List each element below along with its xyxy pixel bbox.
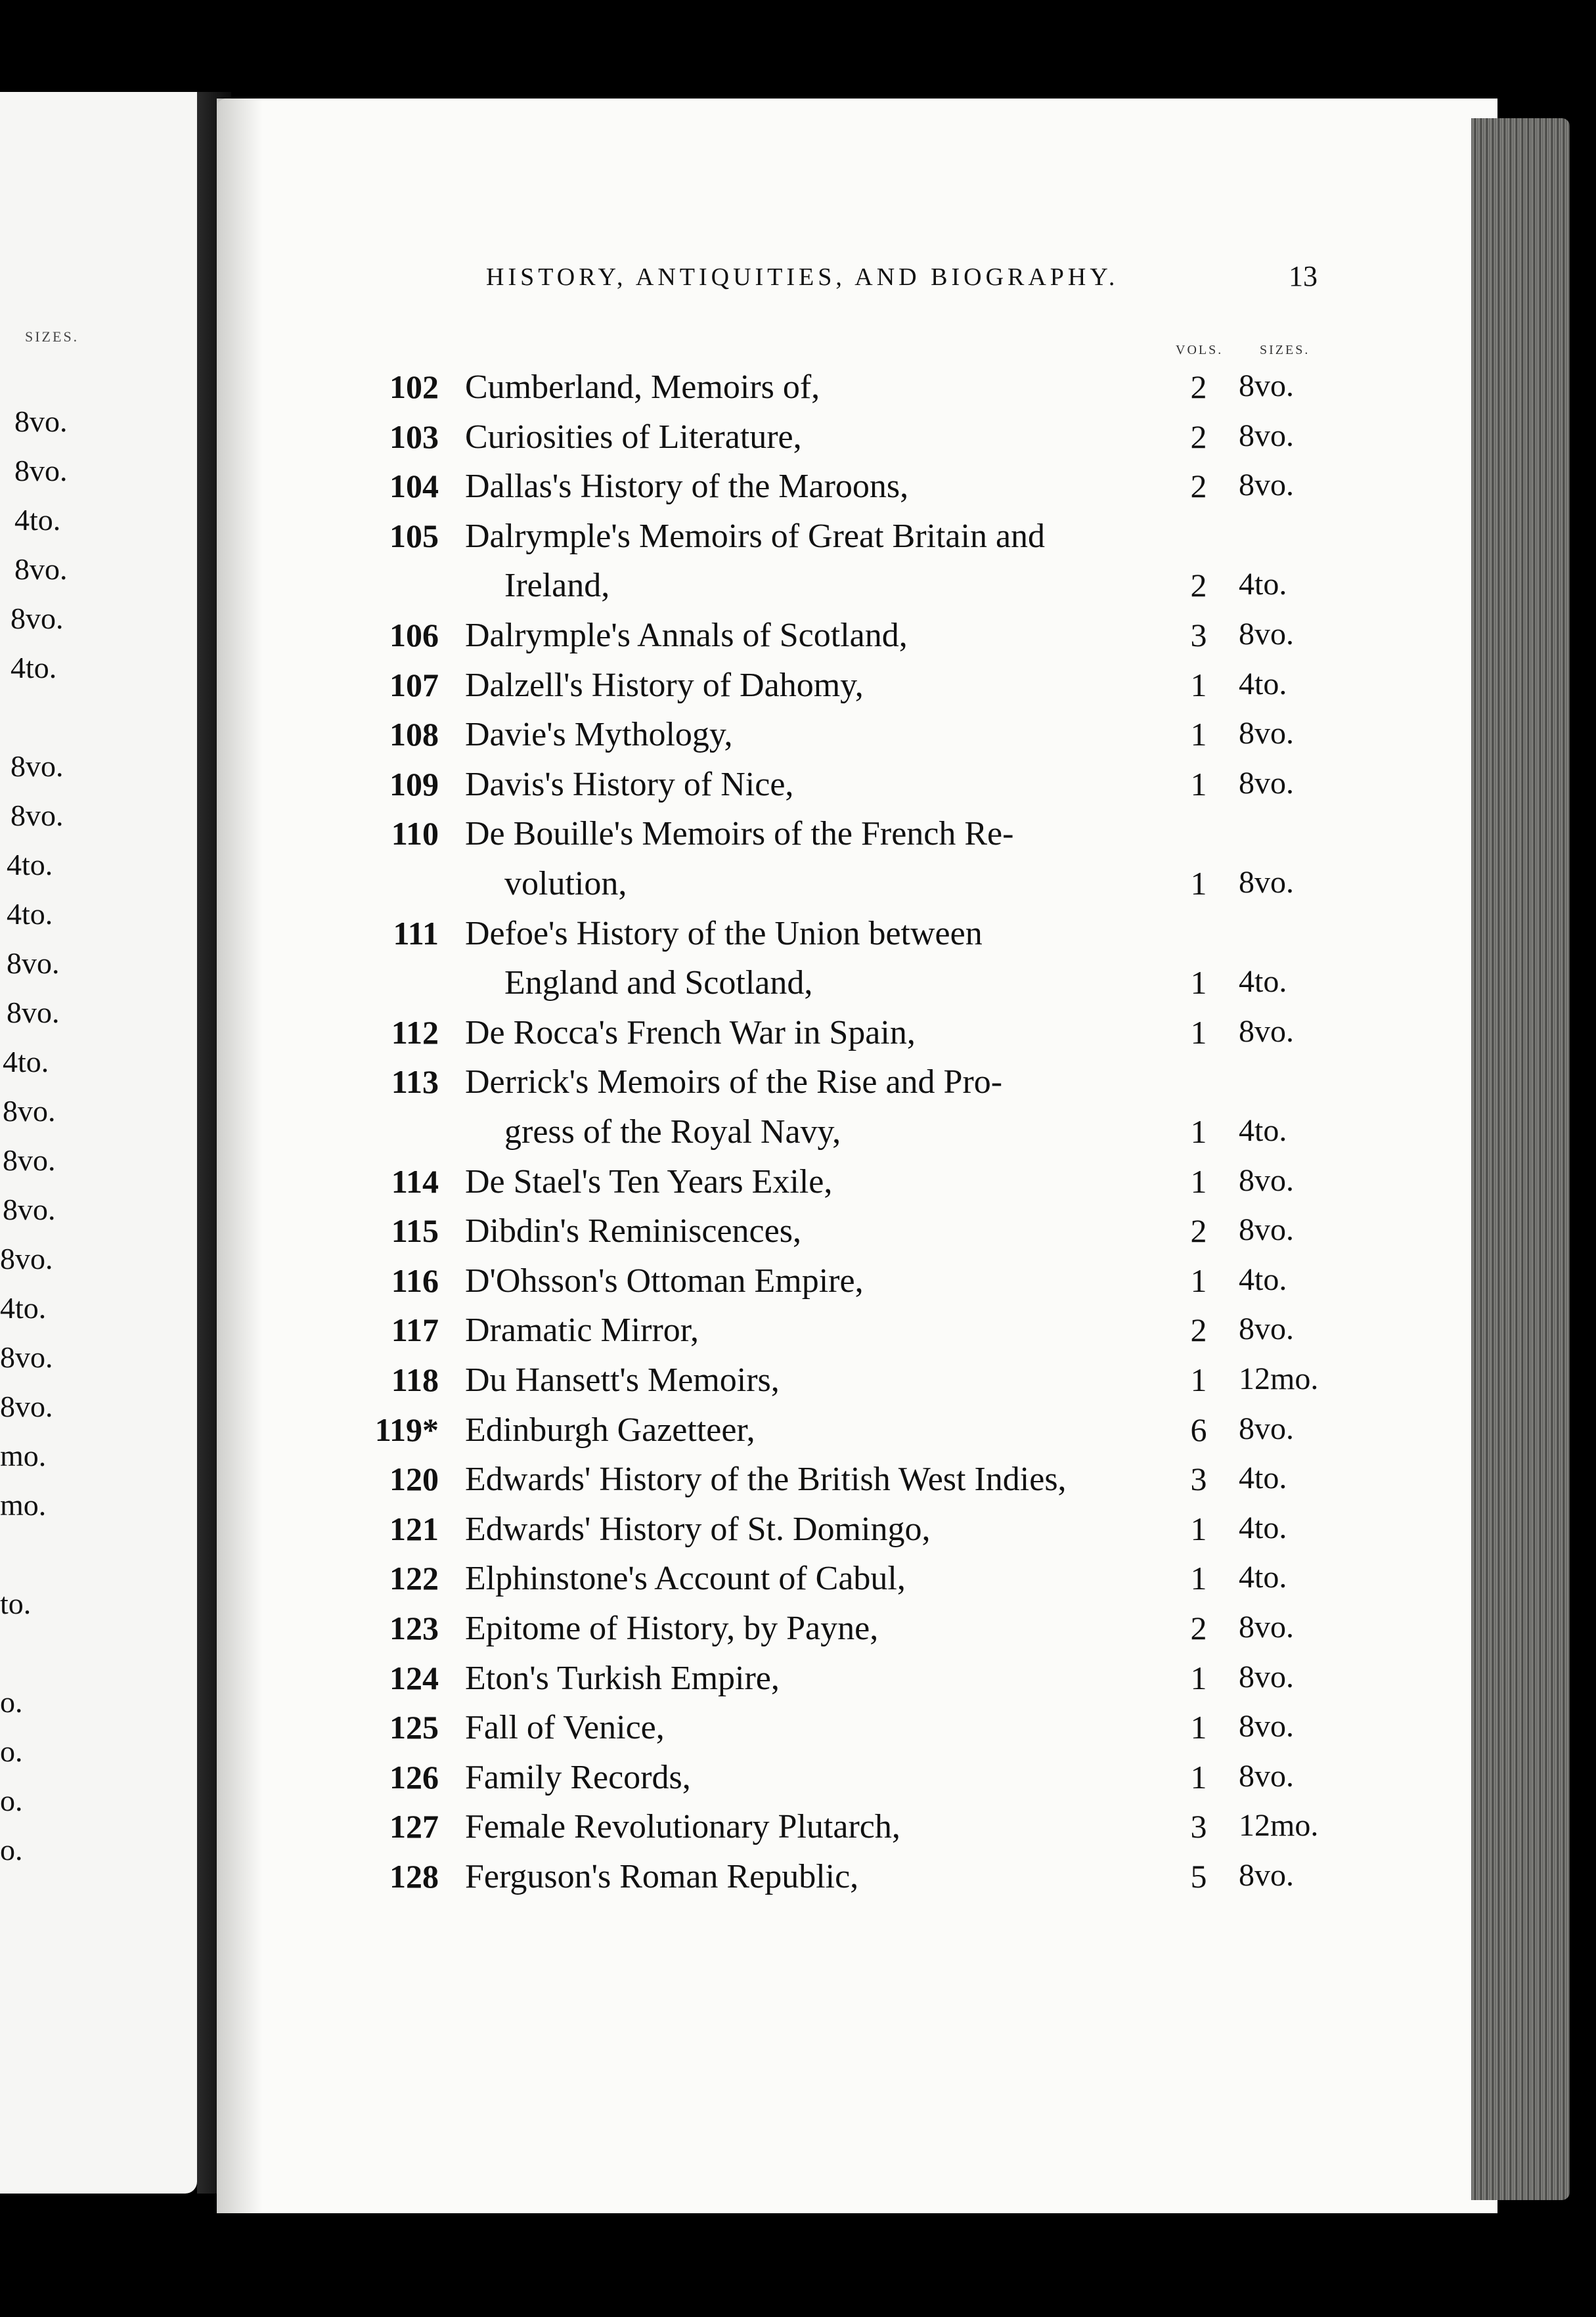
entry-number: 118 xyxy=(391,1361,439,1398)
previous-page-sizes-heading: SIZES. xyxy=(25,328,79,345)
entry-volumes: 3 xyxy=(1190,1808,1207,1845)
entry-volumes: 1 xyxy=(1190,1162,1207,1200)
entry-number: 125 xyxy=(389,1709,439,1746)
entry-volumes: 1 xyxy=(1190,964,1207,1002)
entry-size: 4to. xyxy=(1239,1560,1287,1595)
entry-number: 122 xyxy=(389,1560,439,1597)
entry-number: 115 xyxy=(391,1212,439,1250)
entry-number: 108 xyxy=(389,716,439,753)
entry-size: 8vo. xyxy=(1239,1312,1294,1347)
entry-number: 116 xyxy=(391,1262,439,1299)
entry-title-line: De Stael's Ten Years Exile, xyxy=(465,1162,833,1201)
previous-page-size: 4to. xyxy=(0,1291,47,1325)
entry-number: 121 xyxy=(389,1510,439,1547)
entry-volumes: 1 xyxy=(1190,666,1207,703)
catalogue-page xyxy=(217,99,1497,2213)
previous-page-size: 4to. xyxy=(14,503,61,537)
previous-page-size: 8vo. xyxy=(3,1193,56,1226)
previous-page-size: 8vo. xyxy=(14,454,68,487)
entry-size: 12mo. xyxy=(1239,1361,1319,1396)
entry-size: 8vo. xyxy=(1239,1162,1294,1198)
entry-volumes: 1 xyxy=(1190,865,1207,902)
previous-page-size: o. xyxy=(0,1685,23,1719)
entry-title-line: Derrick's Memoirs of the Rise and Pro- xyxy=(465,1063,1003,1101)
entry-size: 8vo. xyxy=(1239,1858,1294,1893)
entry-number: 112 xyxy=(391,1013,439,1051)
entry-number: 119* xyxy=(374,1411,439,1448)
previous-page-size: 8vo. xyxy=(11,602,64,635)
entry-title-line: De Bouille's Memoirs of the French Re- xyxy=(465,815,1014,853)
entry-number: 102 xyxy=(389,368,439,405)
entry-volumes: 2 xyxy=(1190,1610,1207,1646)
entry-title-line: Dalrymple's Annals of Scotland, xyxy=(465,617,908,654)
entry-volumes: 2 xyxy=(1190,1212,1207,1250)
entry-number: 117 xyxy=(391,1312,439,1349)
entry-volumes: 2 xyxy=(1190,418,1207,455)
entry-size: 8vo. xyxy=(1239,1411,1294,1446)
previous-page-size: 4to. xyxy=(7,848,53,881)
entry-size: 4to. xyxy=(1239,1113,1287,1148)
previous-page-size: o. xyxy=(0,1833,23,1866)
entry-title-line: Dalrymple's Memoirs of Great Britain and xyxy=(465,517,1046,555)
entry-title-line: Dramatic Mirror, xyxy=(465,1312,699,1350)
entry-number: 123 xyxy=(389,1610,439,1646)
page-edges xyxy=(1471,118,1570,2200)
entry-title-line: Dibdin's Reminiscences, xyxy=(465,1212,801,1250)
entry-volumes: 3 xyxy=(1190,1461,1207,1498)
entry-title-line: Ireland, xyxy=(504,567,610,605)
entry-volumes: 6 xyxy=(1190,1411,1207,1448)
entry-number: 111 xyxy=(393,914,439,952)
entry-number: 126 xyxy=(389,1758,439,1796)
entry-volumes: 1 xyxy=(1190,1013,1207,1051)
entry-volumes: 2 xyxy=(1190,1312,1207,1349)
entry-volumes: 1 xyxy=(1190,1758,1207,1796)
entry-volumes: 1 xyxy=(1190,1113,1207,1150)
entry-volumes: 1 xyxy=(1190,1262,1207,1299)
vols-column-heading: VOLS. xyxy=(1176,343,1224,357)
entry-volumes: 2 xyxy=(1190,567,1207,604)
previous-page-size: o. xyxy=(0,1734,23,1768)
page-number: 13 xyxy=(1289,260,1318,292)
previous-page-size: 8vo. xyxy=(3,1094,56,1128)
entry-volumes: 5 xyxy=(1190,1858,1207,1895)
entry-number: 106 xyxy=(389,617,439,653)
page-curl-shadow xyxy=(217,99,263,2213)
entry-size: 8vo. xyxy=(1239,765,1294,801)
entry-title-line: Elphinstone's Account of Cabul, xyxy=(465,1560,906,1598)
entry-number: 104 xyxy=(389,468,439,505)
entry-volumes: 2 xyxy=(1190,368,1207,405)
entry-size: 4to. xyxy=(1239,1510,1287,1545)
entry-volumes: 1 xyxy=(1190,1560,1207,1597)
entry-title-line: Cumberland, Memoirs of, xyxy=(465,368,820,406)
previous-page-size: 8vo. xyxy=(7,946,60,980)
entry-size: 8vo. xyxy=(1239,1709,1294,1744)
entry-number: 105 xyxy=(389,517,439,554)
entry-title-line: Edinburgh Gazetteer, xyxy=(465,1411,755,1449)
entry-volumes: 1 xyxy=(1190,1361,1207,1398)
entry-size: 8vo. xyxy=(1239,1758,1294,1794)
entry-size: 4to. xyxy=(1239,567,1287,602)
entry-title-line: gress of the Royal Navy, xyxy=(504,1113,841,1151)
entry-title-line: Ferguson's Roman Republic, xyxy=(465,1858,859,1895)
entry-number: 124 xyxy=(389,1659,439,1696)
entry-volumes: 1 xyxy=(1190,1659,1207,1696)
entry-number: 127 xyxy=(389,1808,439,1845)
entry-title-line: Defoe's History of the Union between xyxy=(465,914,983,952)
previous-page-size: 8vo. xyxy=(7,996,60,1029)
entry-title-line: Edwards' History of the British West Indies, xyxy=(465,1461,1067,1499)
entry-size: 8vo. xyxy=(1239,617,1294,651)
previous-page-size: 8vo. xyxy=(11,799,64,832)
entry-size: 4to. xyxy=(1239,1262,1287,1297)
previous-page-size: 8vo. xyxy=(11,749,64,783)
previous-page-size: 8vo. xyxy=(0,1242,53,1275)
previous-page-size: mo. xyxy=(0,1439,47,1472)
entry-volumes: 1 xyxy=(1190,1510,1207,1547)
previous-page-size: 8vo. xyxy=(14,405,68,438)
entry-size: 8vo. xyxy=(1239,716,1294,751)
previous-page-size: 8vo. xyxy=(0,1390,53,1423)
entry-title-line: Epitome of History, by Payne, xyxy=(465,1610,879,1647)
previous-page-size: 4to. xyxy=(3,1045,49,1078)
entry-size: 8vo. xyxy=(1239,368,1294,403)
running-head: HISTORY, ANTIQUITIES, AND BIOGRAPHY. xyxy=(486,263,1119,291)
entry-number: 128 xyxy=(389,1858,439,1895)
entry-title-line: Curiosities of Literature, xyxy=(465,418,802,456)
entry-size: 4to. xyxy=(1239,1461,1287,1496)
entry-number: 109 xyxy=(389,765,439,803)
entry-title-line: Du Hansett's Memoirs, xyxy=(465,1361,780,1399)
entry-number: 113 xyxy=(391,1063,439,1101)
entry-title-line: Eton's Turkish Empire, xyxy=(465,1659,780,1697)
previous-page-size: 8vo. xyxy=(14,552,68,586)
entry-title-line: Dalzell's History of Dahomy, xyxy=(465,666,864,704)
entry-size: 8vo. xyxy=(1239,418,1294,453)
entry-size: 8vo. xyxy=(1239,1212,1294,1248)
entry-title-line: Female Revolutionary Plutarch, xyxy=(465,1808,900,1846)
entry-number: 120 xyxy=(389,1461,439,1498)
entry-number: 110 xyxy=(391,815,439,852)
entry-volumes: 1 xyxy=(1190,1709,1207,1746)
entry-volumes: 2 xyxy=(1190,468,1207,505)
previous-page-size: 4to. xyxy=(11,651,57,684)
entry-size: 4to. xyxy=(1239,964,1287,1000)
entry-volumes: 1 xyxy=(1190,765,1207,803)
previous-page-size: 4to. xyxy=(7,897,53,931)
entry-size: 8vo. xyxy=(1239,1610,1294,1644)
entry-title-line: Davis's History of Nice, xyxy=(465,765,794,803)
entry-number: 107 xyxy=(389,666,439,703)
entry-size: 4to. xyxy=(1239,666,1287,701)
previous-page-size: 8vo. xyxy=(3,1143,56,1177)
entry-volumes: 3 xyxy=(1190,617,1207,653)
entry-size: 8vo. xyxy=(1239,1659,1294,1694)
entry-title-line: Davie's Mythology, xyxy=(465,716,733,754)
entry-size: 8vo. xyxy=(1239,865,1294,900)
previous-page-size: o. xyxy=(0,1784,23,1817)
entry-title-line: De Rocca's French War in Spain, xyxy=(465,1013,916,1051)
entry-number: 114 xyxy=(391,1162,439,1200)
entry-size: 12mo. xyxy=(1239,1808,1319,1843)
entry-title-line: Edwards' History of St. Domingo, xyxy=(465,1510,931,1548)
previous-page-size: mo. xyxy=(0,1488,47,1522)
entry-number: 103 xyxy=(389,418,439,455)
entry-title-line: volution, xyxy=(504,865,627,902)
entry-title-line: Family Records, xyxy=(465,1758,691,1796)
entry-title-line: England and Scotland, xyxy=(504,964,813,1002)
entry-volumes: 1 xyxy=(1190,716,1207,753)
entry-title-line: Dallas's History of the Maroons, xyxy=(465,468,909,506)
entry-title-line: D'Ohsson's Ottoman Empire, xyxy=(465,1262,864,1300)
entry-size: 8vo. xyxy=(1239,1013,1294,1049)
entry-title-line: Fall of Venice, xyxy=(465,1709,665,1747)
previous-page-size: 8vo. xyxy=(0,1340,53,1374)
sizes-column-heading: SIZES. xyxy=(1260,343,1310,357)
previous-page-size: to. xyxy=(0,1587,32,1620)
entry-size: 8vo. xyxy=(1239,468,1294,503)
